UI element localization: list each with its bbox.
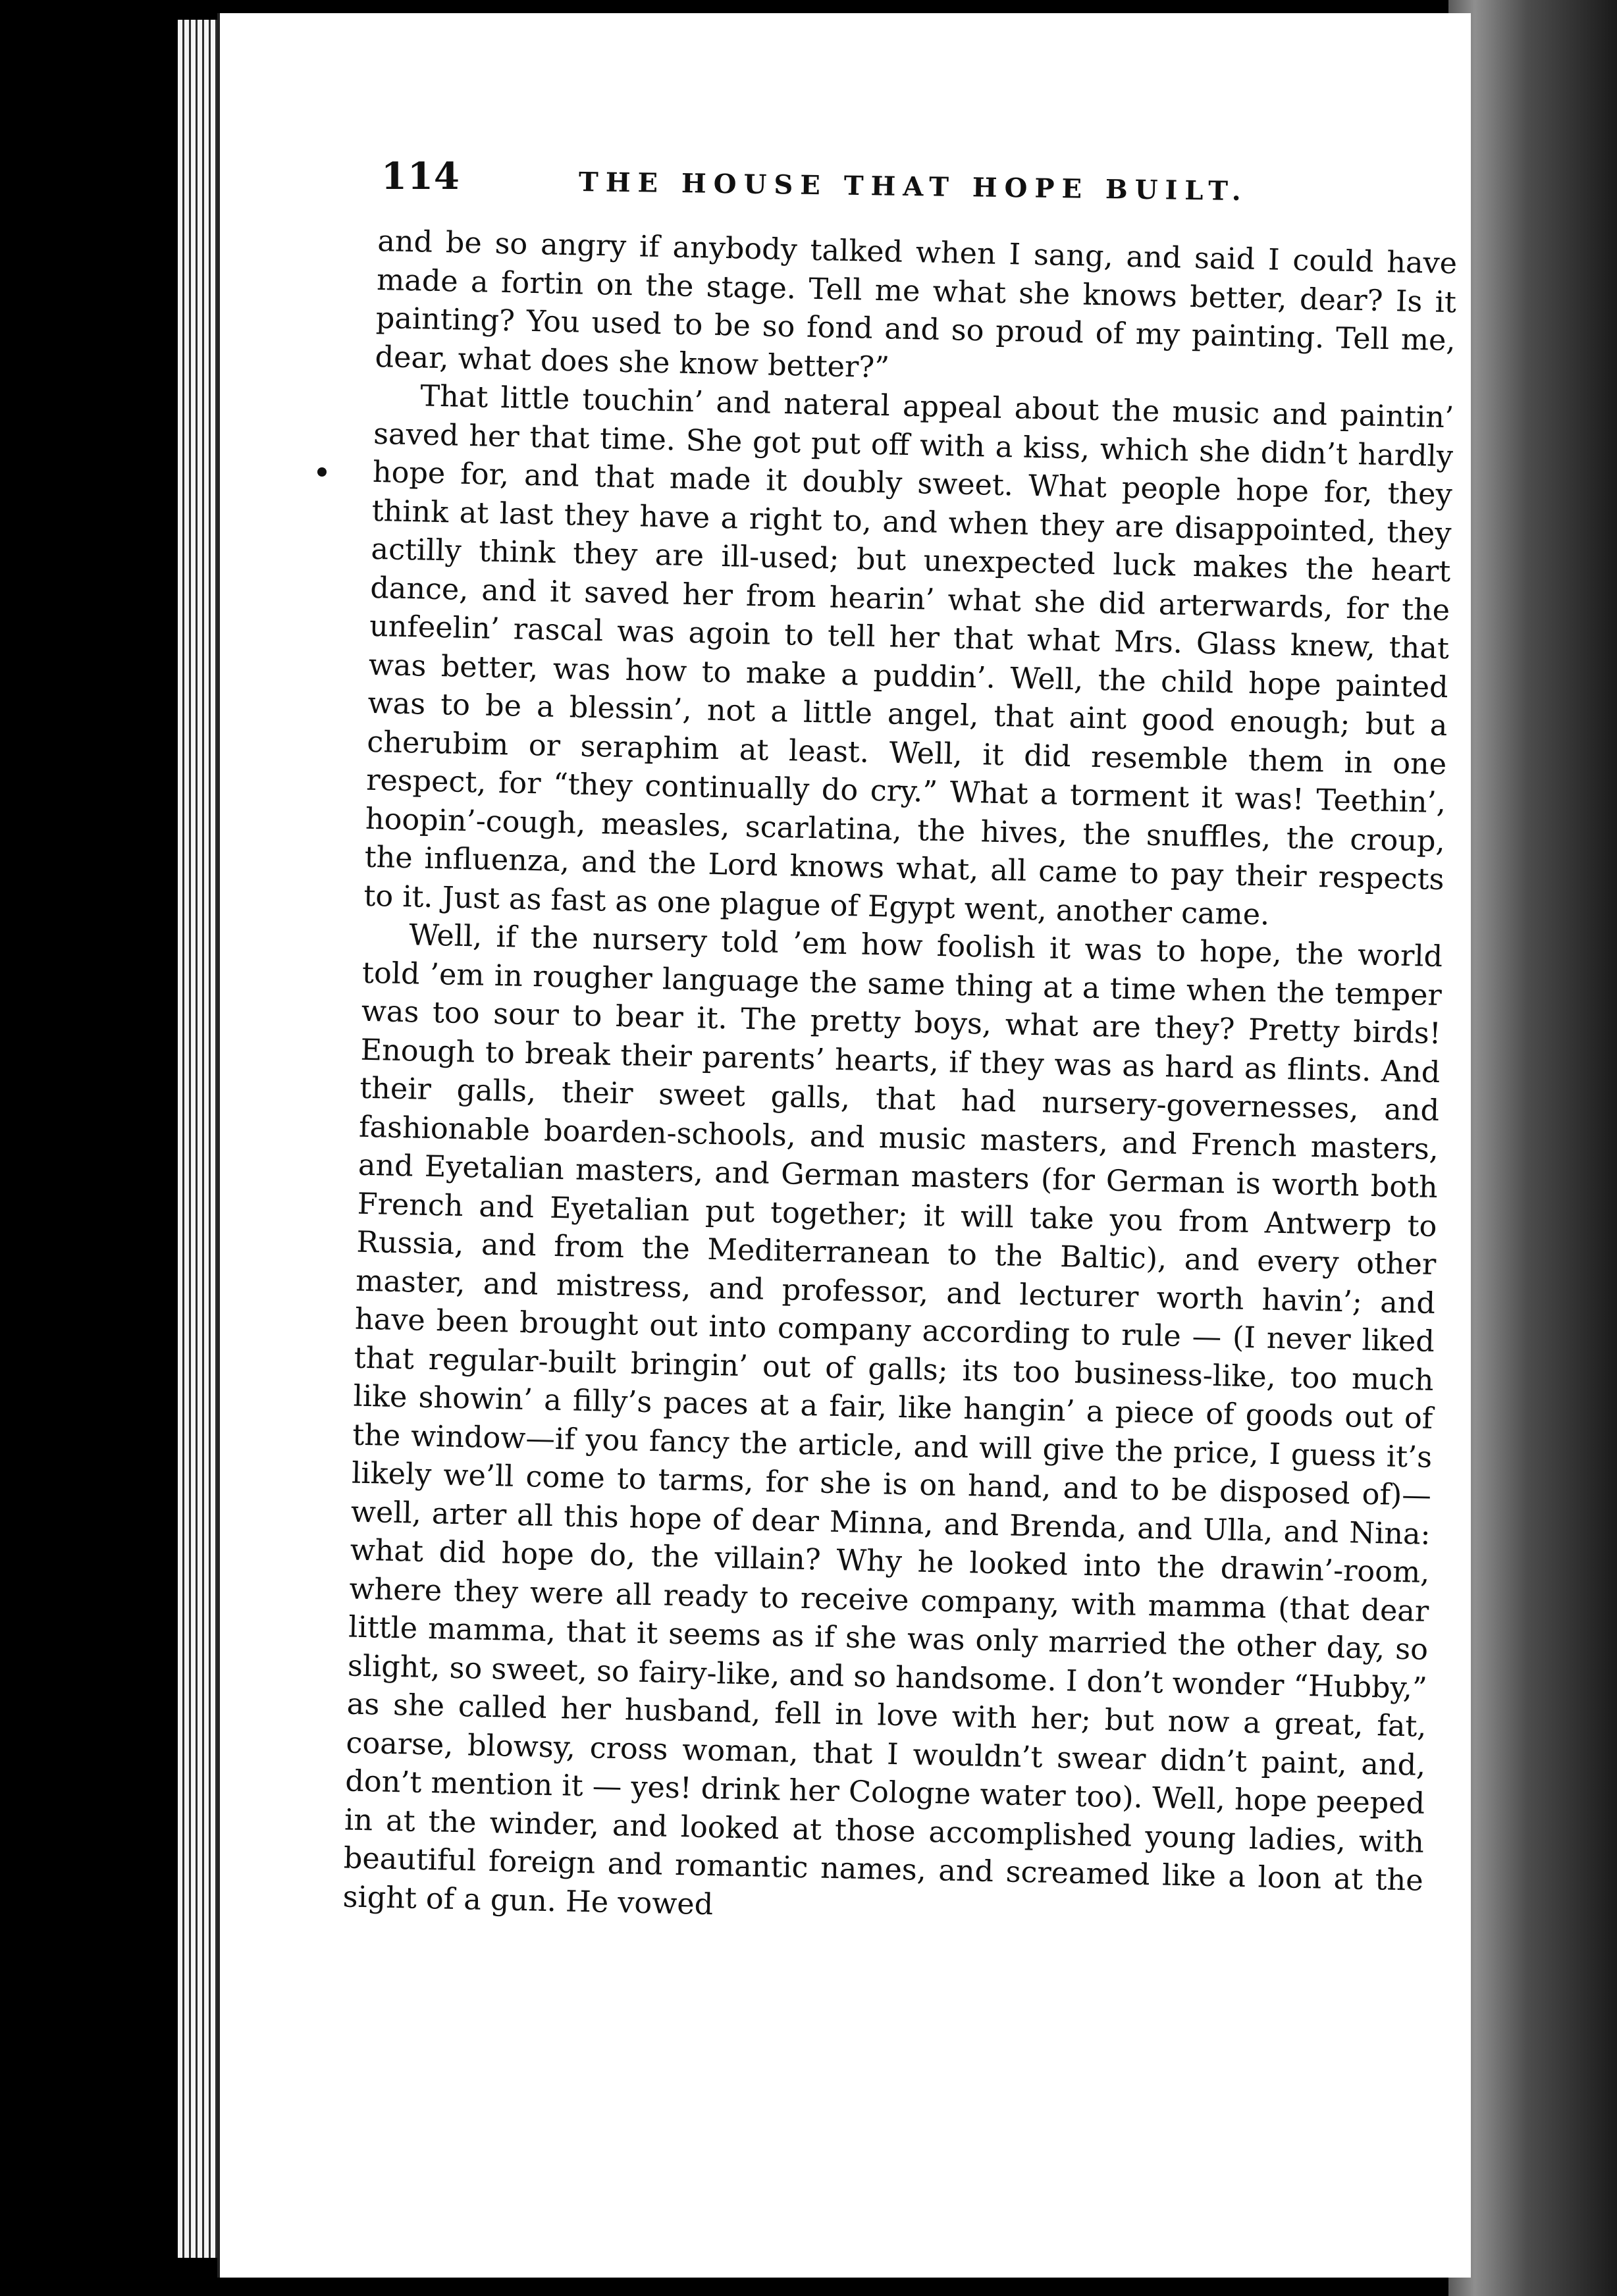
margin-mark bbox=[317, 467, 327, 477]
facing-page-edge bbox=[1448, 0, 1617, 2296]
paragraph: and be so angry if anybody talked when I sang, and said I could have made a fortin on the stage. Tell me what she knows better, dear? Is it painting? You used to be so fond and so proud of my painting. Tell me, dear, what does she know better?” bbox=[375, 224, 1458, 384]
page-number: 114 bbox=[381, 155, 460, 198]
body-text bbox=[342, 222, 1458, 1939]
paragraph: Well, if the nursery told ’em how foolish it was to hope, the world told ’em in rougher language the same thing at a time when the temper was too sour to bear it. The pretty boys, what are they? Pretty birds! Enough to break their parents’ hearts, if they was as hard as flints. And their galls, their sweet galls, that had nursery-governesses, and fashionable boarden-schools, and music masters, and French masters, and Eyetalian masters, and German masters (for German is worth both French and Eyetalian put together; it will take you from Antwerp to Russia, and from the Mediterranean to the Baltic), and every other master, and mistress, and professor, and lecturer worth havin’; and have been brought out into company according to rule — (I never liked that regular-built bringin’ out of galls; its too business-like, too much like showin’ a filly’s paces at a fair, like hangin’ a piece of goods out of the window—if you fancy the article, and will give the price, I guess it’s likely we’ll come to tarms, for she is on hand, and to be disposed of)—well, arter all this hope of dear Minna, and Brenda, and Ulla, and Nina: what did hope do, the villain? Why he looked into the drawin’-room, where they were all ready to receive company, with mamma (that dear little mamma, that it seems as if she was only married the other day, so slight, so sweet, so fairy-like, and so handsome. I don’t wonder “Hubby,” as she called her husband, fell in love with her; but now a great, fat, coarse, blowsy, cross woman, that I wouldn’t swear didn’t paint, and, don’t mention it — yes! drink her Cologne water too). Well, hope peeped in at the winder, and looked at those accomplished young ladies, with beautiful foreign and romantic names, and screamed like a loon at the sight of a gun. He vowed bbox=[342, 918, 1443, 1921]
book-page bbox=[217, 13, 1471, 2278]
running-title: THE HOUSE THAT HOPE BUILT. bbox=[578, 167, 1249, 207]
paragraph: That little touchin’ and nateral appeal about the music and paintin’ saved her that time. She got put off with a kiss, which she didn’t hardly hope for, and that made it doubly sweet. What people hope for, they think at last they have a right to, and when they are disappointed, they actilly think they are ill-used; but unexpected luck makes the heart dance, and it saved her from hearin’ what she did arterwards, for the unfeelin’ rascal was agoin to tell her that what Mrs. Glass knew, that was better, was how to make a puddin’. Well, the child hope painted was to be a blessin’, not a little angel, that aint good enough; but a cherubim or seraphim at least. Well, it did resemble them in one respect, for “they continually do cry.” What a torment it was! Teethin’, hoopin’-cough, measles, scarlatina, the hives, the snuffles, the croup, the influenza, and the Lord knows what, all came to pay their respects to it. Just as fast as one plague of Egypt went, another came. bbox=[363, 379, 1454, 932]
running-head bbox=[381, 155, 1448, 207]
